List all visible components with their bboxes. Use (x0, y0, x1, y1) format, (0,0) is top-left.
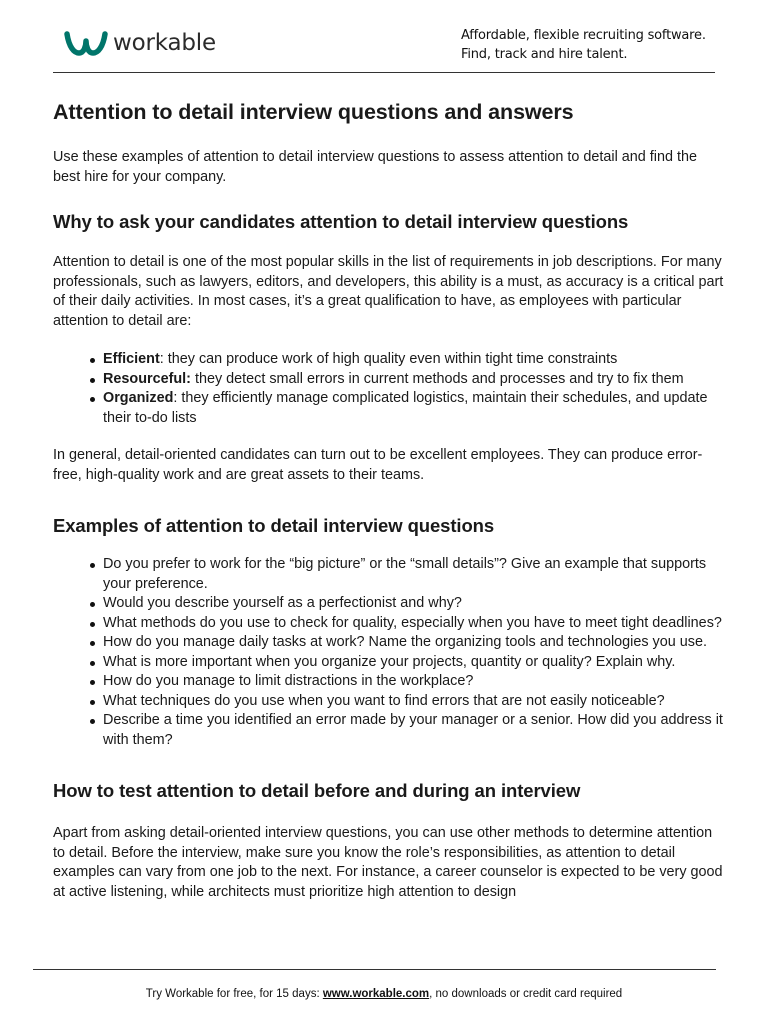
test-paragraph: Apart from asking detail-oriented interview questions, you can use other methods to determine attention to detail. Before the interview, make sure you know the role’s responsibilities, as attention to detail examples can vary from one job to the next. For instance, a career counselor is expected to be very good at active listening, while architects must prioritize high attention to design (53, 825, 723, 900)
list-item (103, 370, 725, 390)
list-item: What techniques do you use when you want to find errors that are not easily noticeable? (103, 692, 725, 712)
intro-paragraph: Use these examples of attention to detail interview questions to assess attention to detail and find the best hire for your company. (53, 149, 697, 185)
list-item (103, 350, 725, 370)
footer-suffix: , no downloads or credit card required (429, 988, 623, 1000)
list-item: How do you manage to limit distractions in the workplace? (103, 672, 725, 692)
list-item (103, 389, 725, 428)
test-heading: How to test attention to detail before and during an interview (53, 780, 581, 801)
trait-term: Organized (103, 390, 174, 406)
why-heading: Why to ask your candidates attention to detail interview questions (53, 211, 629, 232)
workable-logo-mark-icon (63, 29, 109, 57)
main-content (53, 96, 725, 902)
conclusion-paragraph: In general, detail-oriented candidates can turn out to be excellent employees. They can produce error-free, high-quality work and are great assets to their teams. (53, 447, 703, 483)
list-item: What methods do you use to check for quality, especially when you have to meet tight deadlines? (103, 614, 725, 634)
questions-list (53, 555, 725, 750)
trait-text: they detect small errors in current methods and processes and try to fix them (190, 370, 684, 387)
logo-text: workable (113, 30, 216, 56)
list-item: Would you describe yourself as a perfectionist and why? (103, 594, 725, 614)
examples-heading: Examples of attention to detail interview questions (53, 515, 495, 536)
page-footer (0, 988, 768, 1000)
footer-divider (33, 969, 716, 970)
footer-prefix: Try Workable for free, for 15 days: (145, 988, 323, 1000)
list-item: What is more important when you organize your projects, quantity or quality? Explain why. (103, 653, 725, 673)
trait-term: Efficient (103, 351, 160, 367)
list-item: Describe a time you identified an error made by your manager or a senior. How did you address it with them? (103, 711, 725, 750)
traits-list (53, 350, 725, 428)
tagline-line-2: Find, track and hire talent. (461, 47, 628, 62)
list-item: Do you prefer to work for the “big picture” or the “small details”? Give an example that supports your preference. (103, 555, 725, 594)
page-header (0, 0, 768, 74)
trait-text: : they efficiently manage complicated logistics, maintain their schedules, and update their to-do lists (103, 390, 708, 426)
workable-logo[interactable] (63, 28, 216, 58)
page-title: Attention to detail interview questions and answers (53, 100, 574, 124)
workable-link[interactable]: www.workable.com (322, 988, 430, 1000)
trait-text: : they can produce work of high quality even within tight time constraints (159, 351, 618, 367)
tagline-line-1: Affordable, flexible recruiting software. (461, 28, 706, 43)
trait-term: Resourceful: (103, 370, 191, 387)
why-paragraph: Attention to detail is one of the most popular skills in the list of requirements in job descriptions. For many professionals, such as lawyers, editors, and developers, this ability is a must, as accuracy is a critical part of their daily activities. In most cases, it’s a great qualification to have, as employees with particular attention to detail are: (53, 254, 724, 329)
tagline (461, 26, 706, 64)
list-item: How do you manage daily tasks at work? Name the organizing tools and technologies you use. (103, 633, 725, 653)
header-divider (53, 72, 715, 73)
